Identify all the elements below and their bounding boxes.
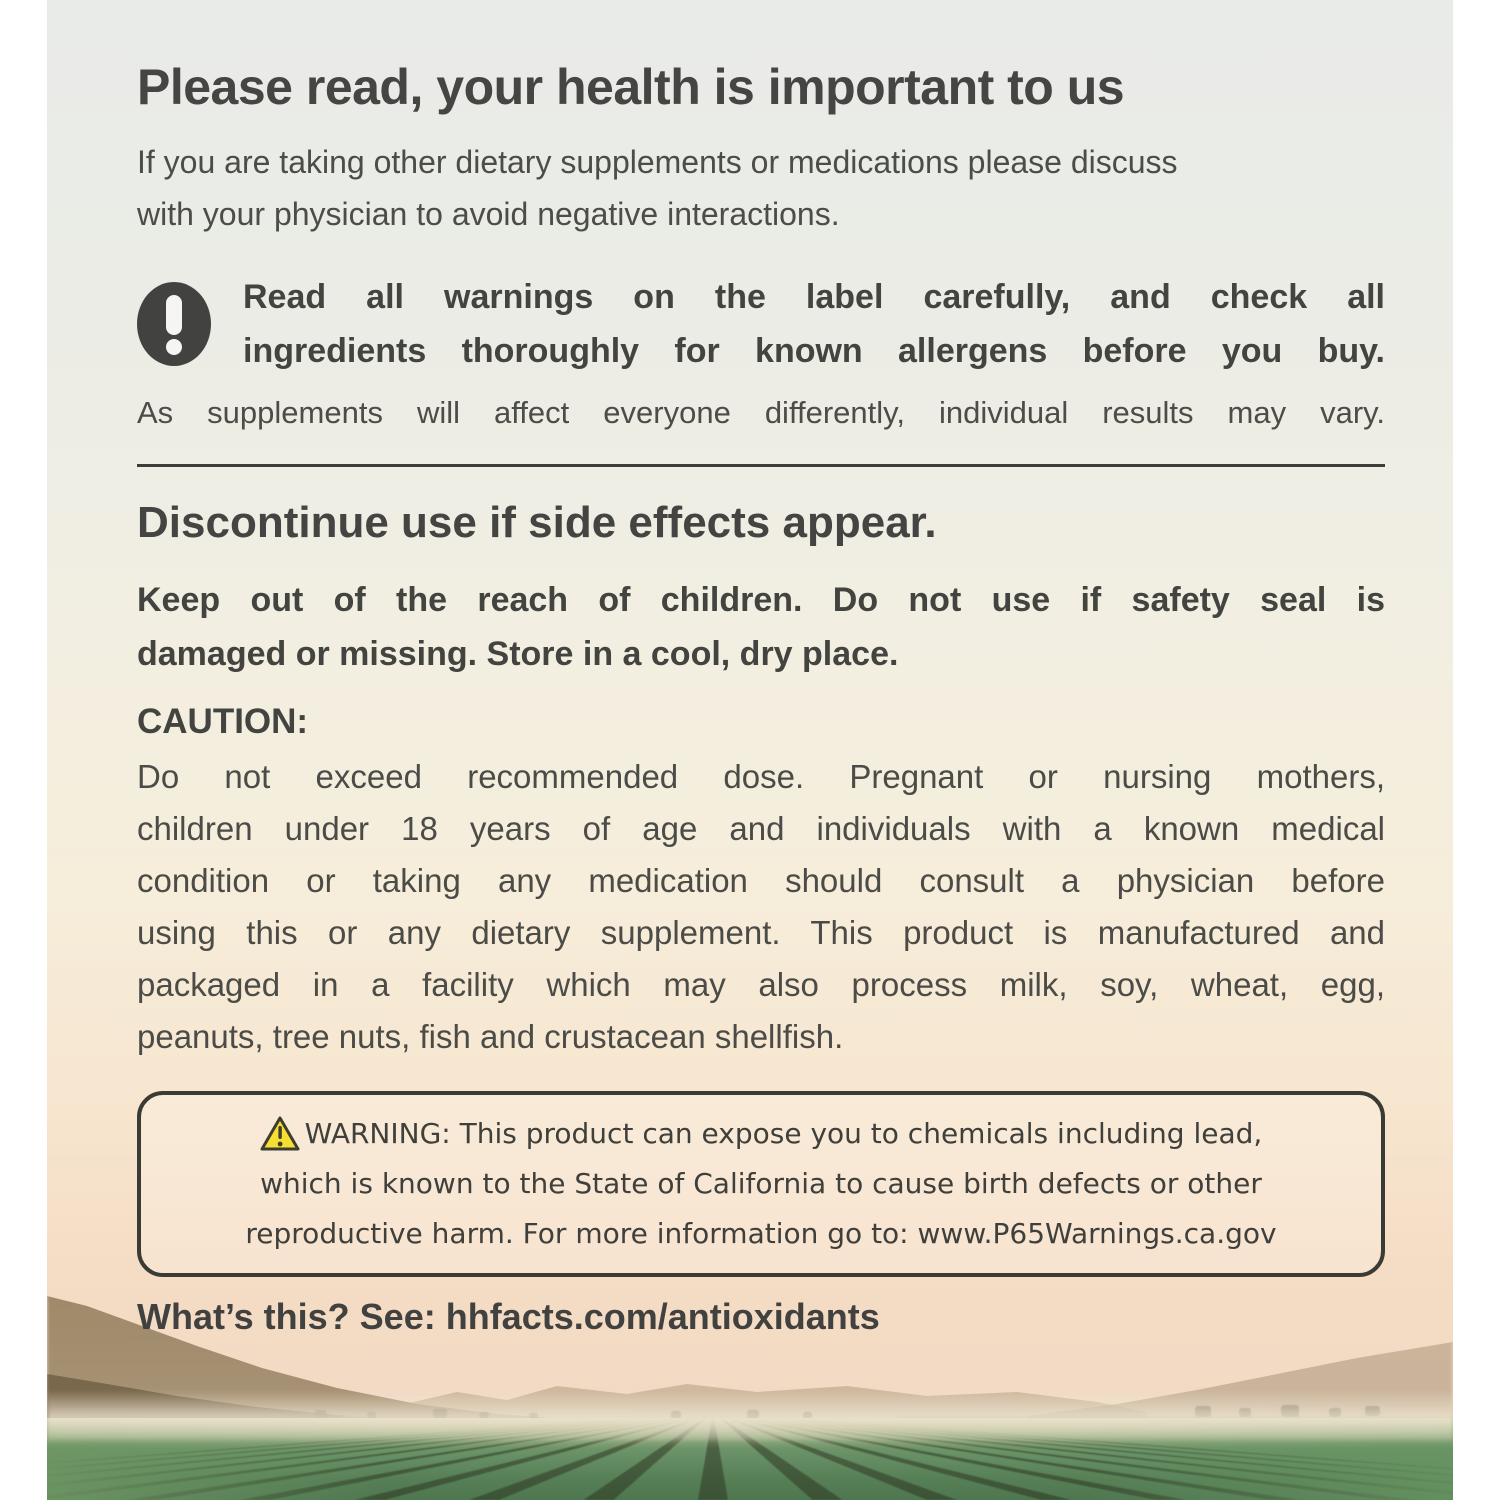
keep-line-2: damaged or missing. Store in a cool, dry place.	[137, 635, 899, 673]
caution-line-3: condition or taking any medication should consult a physician before	[137, 862, 1385, 899]
alert-line-1: Read all warnings on the label carefully, and check all	[243, 278, 1385, 316]
label-content	[47, 56, 1453, 1341]
prop65-line-1-text: WARNING: This product can expose you to chemicals including lead,	[304, 1117, 1263, 1150]
footer-link-text: What’s this? See: hhfacts.com/antioxidants	[137, 1296, 880, 1337]
prop65-line-3: reproductive harm. For more information go to: www.P65Warnings.ca.gov	[245, 1217, 1277, 1250]
allergen-alert	[137, 270, 1385, 378]
caution-paragraph	[137, 751, 1385, 1063]
caution-label: CAUTION:	[137, 702, 309, 741]
prop65-line-1	[167, 1109, 1355, 1159]
prop65-line-2: which is known to the State of California to cause birth defects or other	[260, 1167, 1262, 1200]
page-title: Please read, your health is important to us	[137, 59, 1125, 115]
discontinue-heading: Discontinue use if side effects appear.	[137, 498, 937, 547]
exclamation-circle-icon	[137, 282, 211, 366]
warning-triangle-icon	[260, 1116, 300, 1152]
section-divider	[137, 464, 1385, 467]
caution-line-5: packaged in a facility which may also process milk, soy, wheat, egg,	[137, 966, 1385, 1003]
keep-line-1: Keep out of the reach of children. Do not use if safety seal is	[137, 581, 1385, 619]
label-panel	[47, 0, 1453, 1500]
caution-line-4: using this or any dietary supplement. This product is manufactured and	[137, 914, 1385, 951]
keep-out-paragraph	[137, 573, 1385, 681]
caution-line-2: children under 18 years of age and individuals with a known medical	[137, 810, 1385, 847]
alert-line-2: ingredients thoroughly for known allergens before you buy.	[243, 332, 1385, 370]
caution-line-6: peanuts, tree nuts, fish and crustacean shellfish.	[137, 1018, 844, 1055]
allergen-alert-text	[243, 270, 1385, 378]
intro-line-2: with your physician to avoid negative interactions.	[137, 196, 840, 232]
results-note: As supplements will affect everyone differently, individual results may vary.	[137, 395, 1385, 430]
prop65-warning-box	[137, 1091, 1385, 1277]
caution-line-1: Do not exceed recommended dose. Pregnant or nursing mothers,	[137, 758, 1385, 795]
intro-paragraph	[137, 136, 1385, 240]
intro-line-1: If you are taking other dietary supplements or medications please discuss	[137, 144, 1178, 180]
horizon-haze	[47, 1390, 1453, 1440]
